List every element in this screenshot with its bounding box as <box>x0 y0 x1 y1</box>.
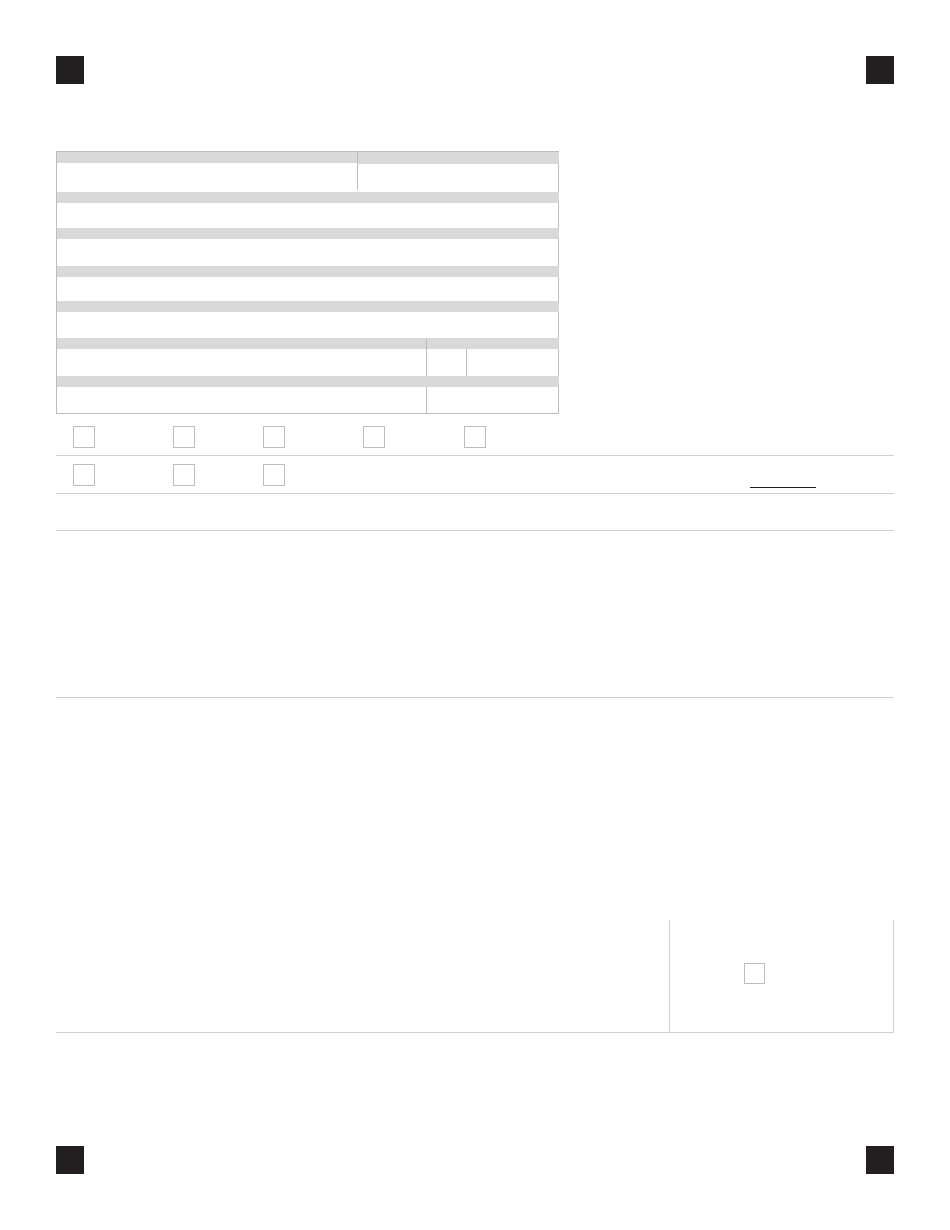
city-input[interactable] <box>57 349 425 375</box>
divider <box>56 697 894 698</box>
jobs-growth-tax-checkbox[interactable] <box>744 963 765 984</box>
combined-return-checkbox[interactable] <box>263 464 285 486</box>
registration-mark-bottom-left <box>56 1146 84 1174</box>
ri-sos-id-input[interactable] <box>358 164 558 190</box>
taxpayer-identification-block <box>56 151 559 414</box>
ri-sos-band <box>357 152 559 164</box>
address1-input[interactable] <box>57 277 559 301</box>
taxable-year-band <box>57 192 559 203</box>
registration-mark-top-left <box>56 56 84 84</box>
divider <box>56 1032 894 1033</box>
initial-return-checkbox[interactable] <box>73 426 95 448</box>
name-band <box>57 228 559 239</box>
pro-forma-checkbox[interactable] <box>263 426 285 448</box>
state-input[interactable] <box>427 349 465 375</box>
jobs-growth-panel <box>669 920 894 1032</box>
combined-companies-count-input[interactable] <box>750 470 816 488</box>
divider <box>56 530 894 531</box>
divider <box>56 455 894 456</box>
email-band <box>57 376 559 387</box>
name-input[interactable] <box>57 239 559 265</box>
naics-input[interactable] <box>427 387 559 413</box>
form-1120f-checkbox[interactable] <box>173 464 195 486</box>
address2-input[interactable] <box>57 312 559 336</box>
city-band <box>57 338 559 349</box>
barcode <box>530 55 816 89</box>
address-change-checkbox[interactable] <box>73 464 95 486</box>
short-year-checkbox[interactable] <box>173 426 195 448</box>
divider <box>56 493 894 494</box>
address2-band <box>57 301 559 312</box>
address1-band <box>57 266 559 277</box>
email-input[interactable] <box>57 387 425 413</box>
registration-mark-bottom-right <box>866 1146 894 1174</box>
fein-input[interactable] <box>57 164 357 190</box>
registration-mark-top-right <box>866 56 894 84</box>
fein-band <box>57 152 357 163</box>
zip-input[interactable] <box>467 349 559 375</box>
amended-return-checkbox[interactable] <box>464 426 486 448</box>
final-return-checkbox[interactable] <box>363 426 385 448</box>
